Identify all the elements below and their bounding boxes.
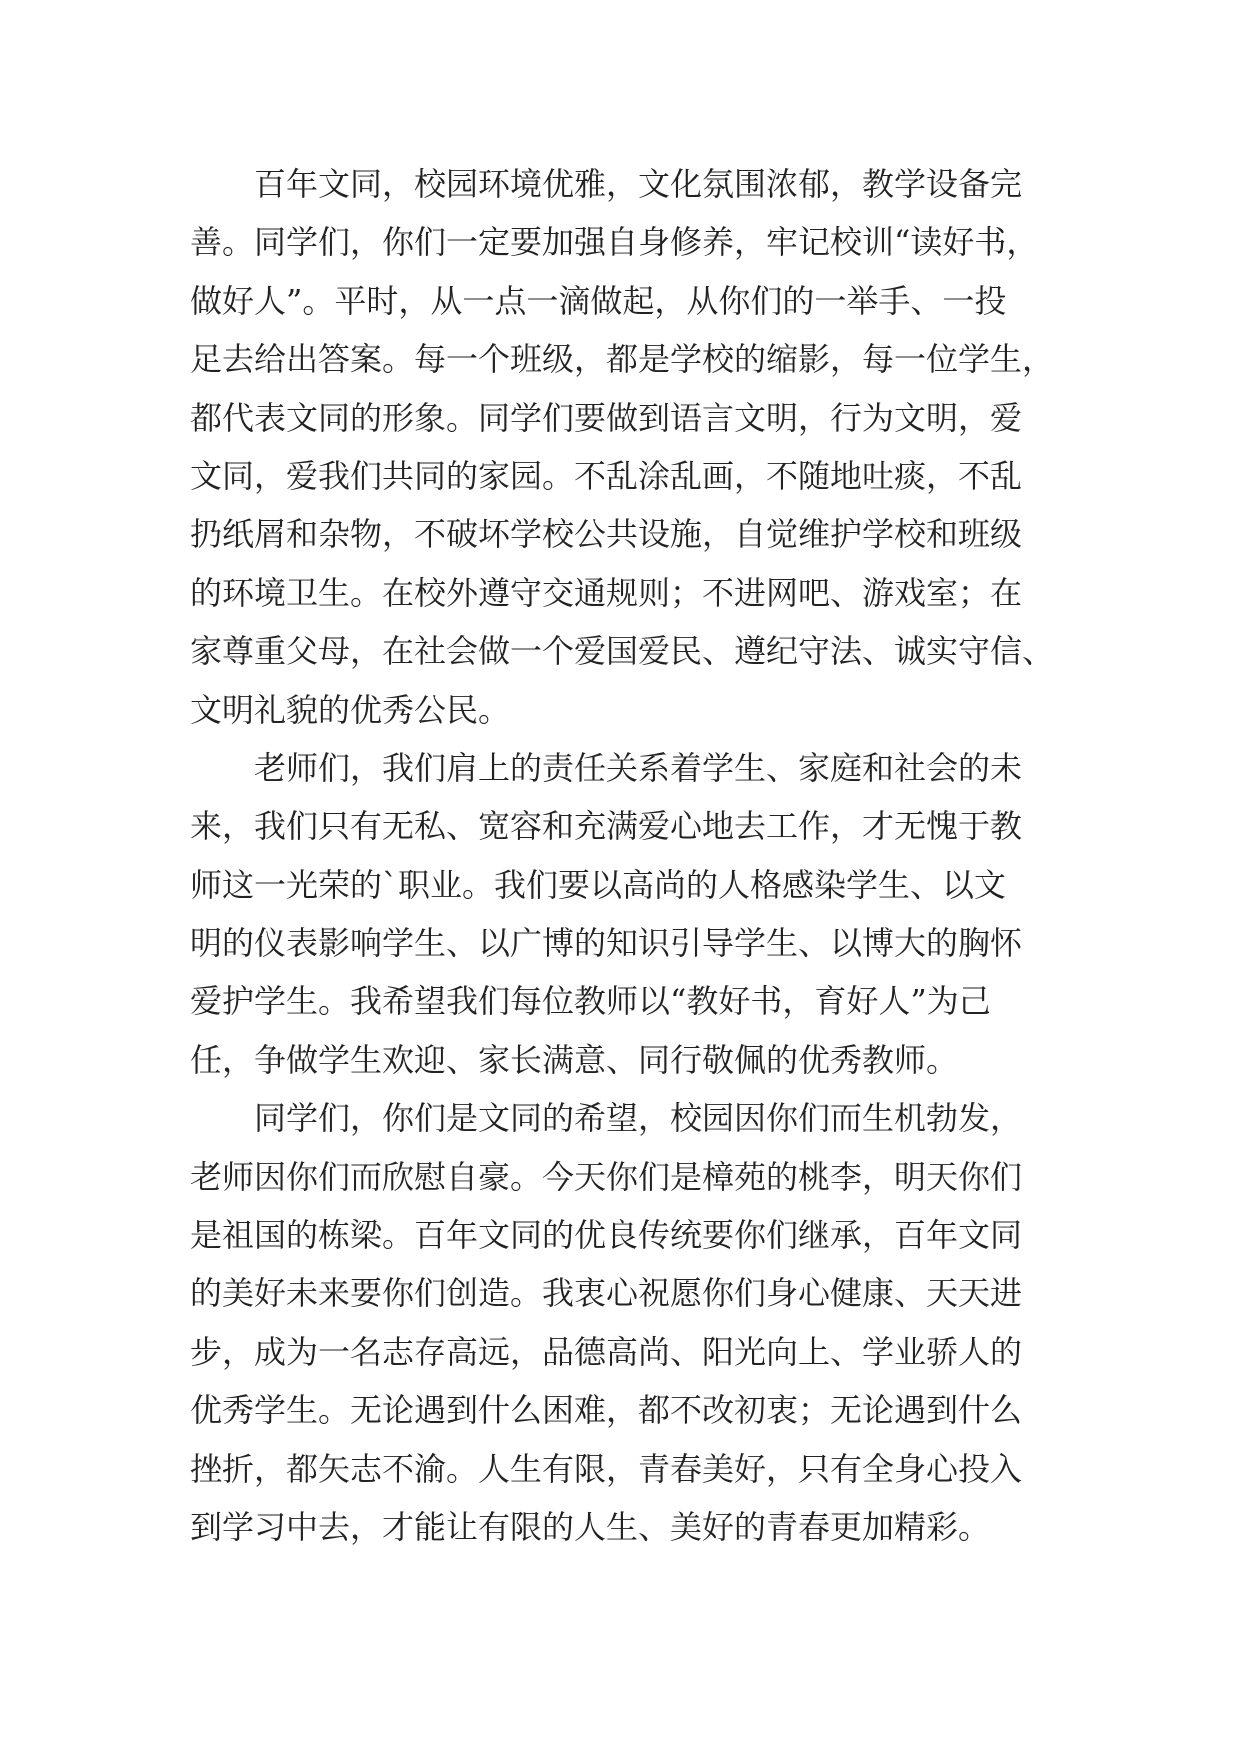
- paragraph-line: 挫折，都矢志不渝。人生有限，青春美好，只有全身心投入: [190, 1449, 1023, 1488]
- paragraph-line: 步，成为一名志存高远，品德高尚、阳光向上、学业骄人的: [190, 1332, 1023, 1371]
- paragraph-line: 文同，爱我们共同的家园。不乱涂乱画，不随地吐痰，不乱: [190, 456, 1023, 495]
- paragraph-line: 做好人”。平时，从一点一滴做起，从你们的一举手、一投: [190, 281, 1007, 320]
- paragraph-line: 来，我们只有无私、宽容和充满爱心地去工作，才无愧于教: [190, 807, 1023, 846]
- paragraph-line: 明的仪表影响学生、以广博的知识引导学生、以博大的胸怀: [190, 924, 1023, 963]
- paragraph-line: 同学们，你们是文同的希望，校园因你们而生机勃发，: [254, 1099, 1023, 1138]
- paragraph-line: 足去给出答案。每一个班级，都是学校的缩影，每一位学生，: [190, 340, 1055, 379]
- paragraph-1: [190, 155, 1070, 739]
- paragraph-line: 任，争做学生欢迎、家长满意、同行敬佩的优秀教师。: [190, 1040, 959, 1079]
- paragraph-line: 老师们，我们肩上的责任关系着学生、家庭和社会的未: [254, 748, 1023, 787]
- paragraph-3: [190, 1089, 1070, 1556]
- paragraph-line: 文明礼貌的优秀公民。: [190, 690, 511, 729]
- paragraph-line: 都代表文同的形象。同学们要做到语言文明，行为文明，爱: [190, 398, 1023, 437]
- paragraph-line: 的环境卫生。在校外遵守交通规则；不进网吧、游戏室；在: [190, 573, 1023, 612]
- paragraph-line: 的美好未来要你们创造。我衷心祝愿你们身心健康、天天进: [190, 1274, 1023, 1313]
- paragraph-line: 家尊重父母，在社会做一个爱国爱民、遵纪守法、诚实守信、: [190, 632, 1055, 671]
- paragraph-line: 老师因你们而欣慰自豪。今天你们是樟苑的桃李，明天你们: [190, 1157, 1023, 1196]
- paragraph-line: 到学习中去，才能让有限的人生、美好的青春更加精彩。: [190, 1507, 991, 1546]
- paragraph-line: 扔纸屑和杂物，不破坏学校公共设施，自觉维护学校和班级: [190, 515, 1023, 554]
- paragraph-line: 优秀学生。无论遇到什么困难，都不改初衷；无论遇到什么: [190, 1391, 1023, 1430]
- paragraph-line: 爱护学生。我希望我们每位教师以“教好书，育好人”为己: [190, 982, 991, 1021]
- paragraph-line: 善。同学们，你们一定要加强自身修养，牢记校训“读好书，: [190, 223, 1039, 262]
- paragraph-line: 百年文同，校园环境优雅，文化氛围浓郁，教学设备完: [254, 165, 1023, 203]
- paragraph-line: 师这一光荣的`职业。我们要以高尚的人格感染学生、以文: [190, 865, 1007, 904]
- paragraph-2: [190, 739, 1070, 1089]
- document-body: [190, 155, 1070, 1556]
- paragraph-line: 是祖国的栋梁。百年文同的优良传统要你们继承，百年文同: [190, 1216, 1023, 1255]
